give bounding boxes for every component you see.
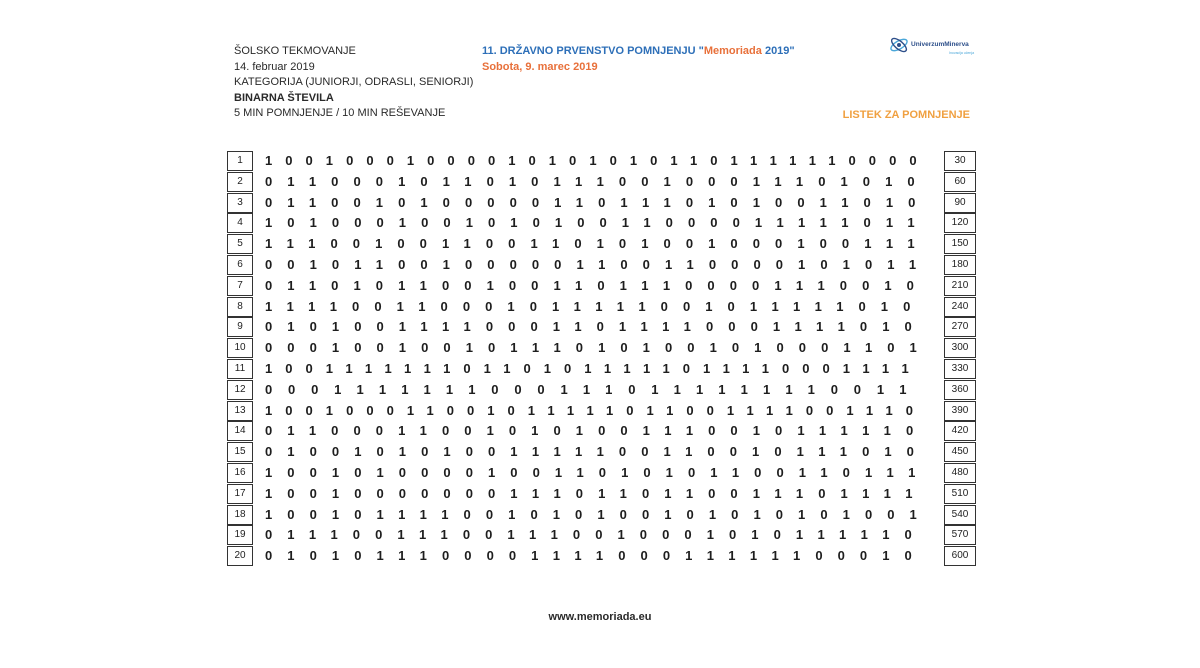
row-digits: 001011001000001100110000101011 (265, 257, 932, 272)
discipline-timing: 5 MIN POMNJENJE / 10 MIN REŠEVANJE (234, 107, 446, 119)
row-digits: 010010101001111100110010111010 (265, 444, 929, 460)
row-digits: 100100000001110110110011101111 (265, 485, 928, 501)
grid-row (227, 151, 977, 172)
row-number: 5 (227, 234, 253, 254)
grid-row (227, 442, 977, 463)
row-digits: 010100111100011011110001111010 (265, 319, 927, 335)
row-number: 14 (227, 421, 253, 441)
grid-row (227, 421, 977, 442)
row-digits: 111100110001011111001011111010 (265, 298, 926, 314)
row-number: 13 (227, 401, 253, 421)
row-number: 12 (227, 380, 253, 400)
row-number: 3 (227, 193, 253, 213)
logo-name: UniverzumMinerva (911, 41, 969, 48)
row-digits: 010101110000111100011111100010 (265, 548, 927, 564)
row-cumulative-count: 480 (944, 463, 976, 483)
row-cumulative-count: 330 (944, 359, 976, 379)
row-number: 6 (227, 255, 253, 275)
row-cumulative-count: 90 (944, 193, 976, 213)
grid-row (227, 546, 977, 567)
grid-row (227, 484, 977, 505)
row-number: 16 (227, 463, 253, 483)
row-cumulative-count: 120 (944, 213, 976, 233)
grid-row (227, 193, 977, 214)
row-digits: 000100100101110101001010001101 (265, 340, 932, 356)
row-digits: 100101111001010100101010101001 (265, 506, 932, 522)
championship-title (482, 44, 795, 60)
discipline-title: BINARNA ŠTEVILA (234, 91, 334, 104)
row-cumulative-count: 420 (944, 421, 976, 441)
row-cumulative-count: 180 (944, 255, 976, 275)
grid-row (227, 463, 977, 484)
row-number: 2 (227, 172, 253, 192)
row-digits: 111001001100110101001000100111 (265, 236, 930, 252)
grid-row (227, 297, 977, 318)
grid-row (227, 213, 977, 234)
binary-digits-grid (227, 151, 977, 567)
row-number: 1 (227, 151, 253, 171)
championship-info (482, 44, 795, 75)
minerva-logo-icon (888, 32, 912, 58)
universum-minerva-logo (888, 32, 988, 62)
row-digits: 00011111110001110111111110011 (265, 381, 923, 397)
row-number: 10 (227, 338, 253, 358)
row-cumulative-count: 600 (944, 546, 976, 566)
row-number: 19 (227, 525, 253, 545)
sheet-label: LISTEK ZA POMNJENJE (842, 109, 970, 121)
row-number: 18 (227, 505, 253, 525)
row-cumulative-count: 510 (944, 484, 976, 504)
grid-row (227, 505, 977, 526)
row-digits: 011001010000011011101010011010 (265, 194, 931, 210)
grid-row (227, 401, 977, 422)
grid-row (227, 276, 977, 297)
logo-tagline: Inovacija učenja (949, 51, 975, 55)
grid-row (227, 359, 977, 380)
grid-row (227, 234, 977, 255)
championship-date: Sobota, 9. marec 2019 (482, 60, 598, 73)
competition-name: ŠOLSKO TEKMOVANJE (234, 45, 356, 57)
row-cumulative-count: 300 (944, 338, 976, 358)
row-cumulative-count: 150 (944, 234, 976, 254)
grid-row (227, 172, 977, 193)
row-digits: 100111111101101011111011110001111 (265, 361, 922, 376)
row-digits: 011000101101011100100011101010 (265, 173, 930, 189)
row-digits: 101000100101010011000011111011 (265, 215, 930, 231)
row-digits: 100100011001011111011001111001110 (265, 402, 927, 418)
row-number: 7 (227, 276, 253, 296)
row-digits: 011010110010011011100001110010 (265, 277, 929, 293)
row-cumulative-count: 60 (944, 172, 976, 192)
grid-row (227, 317, 977, 338)
grid-row (227, 338, 977, 359)
row-digits: 011000110010101001110010111110 (265, 423, 929, 439)
row-number: 9 (227, 317, 253, 337)
competition-info (234, 44, 473, 122)
row-number: 4 (227, 213, 253, 233)
row-cumulative-count: 390 (944, 401, 976, 421)
row-digits: 100101000010011010101100110111 (265, 465, 931, 480)
footer-url: www.memoriada.eu (548, 611, 652, 623)
row-cumulative-count: 360 (944, 380, 976, 400)
championship-brand: Memoriada (703, 45, 762, 57)
row-number: 8 (227, 297, 253, 317)
row-digits: 100100010000101010101101111110000 (265, 153, 930, 168)
competition-category: KATEGORIJA (JUNIORJI, ODRASLI, SENIORJI) (234, 76, 474, 88)
grid-row (227, 255, 977, 276)
row-cumulative-count: 270 (944, 317, 976, 337)
row-number: 11 (227, 359, 253, 379)
row-cumulative-count: 450 (944, 442, 976, 462)
row-number: 20 (227, 546, 253, 566)
row-cumulative-count: 570 (944, 525, 976, 545)
row-cumulative-count: 240 (944, 297, 976, 317)
grid-row (227, 380, 977, 401)
row-cumulative-count: 30 (944, 151, 976, 171)
row-digits: 011100111001110010001010111110 (265, 527, 927, 543)
row-number: 17 (227, 484, 253, 504)
grid-row (227, 525, 977, 546)
championship-title-suffix: 2019" (761, 45, 795, 57)
row-cumulative-count: 540 (944, 505, 976, 525)
row-number: 15 (227, 442, 253, 462)
competition-date: 14. februar 2019 (234, 60, 315, 73)
row-cumulative-count: 210 (944, 276, 976, 296)
championship-title-prefix: 11. DRŽAVNO PRVENSTVO POMNJENJU " (482, 45, 704, 57)
